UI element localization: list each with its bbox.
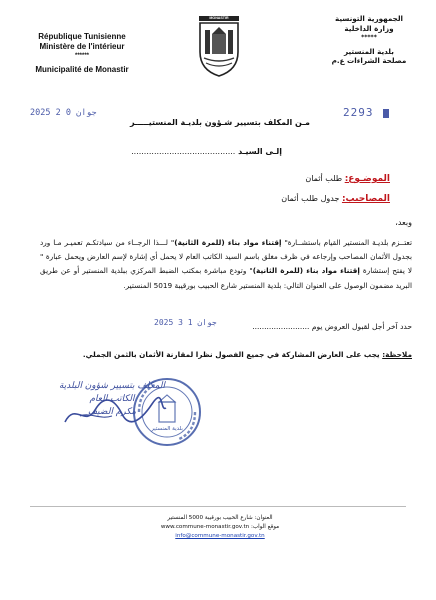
header-ar-line3: بلدية المنستير — [344, 46, 394, 56]
attachments-label: المصاحيب: — [341, 194, 390, 204]
signature-title: المكلف بتسيير شؤون البلدية — [58, 381, 166, 391]
header-fr-line2: Ministère de l'intérieur — [39, 42, 125, 51]
body-emphasis-1: إقتناء مواد بناء (للمرة الثانية) — [174, 238, 282, 247]
footer-address: العنوان: شارع الحبيب بورقيبة 5000 المنستير — [167, 515, 273, 521]
header-ar-stars: ***** — [361, 34, 377, 41]
deadline-dots: ........................ — [252, 322, 310, 331]
stamp-label: بلدية المنستير — [151, 426, 183, 432]
header-fr-stars: ****** — [74, 53, 89, 59]
attachments-line — [150, 194, 390, 204]
round-stamp-icon — [131, 376, 203, 448]
date-stamp — [30, 108, 97, 118]
signature-name: مكرم الضيف — [87, 407, 137, 417]
body-text-3: " وتودع مباشرة بمكتب الضبط المركزي ببلدية المنستير أو عن طريق البريد مضمون الوصول على العنوان التالي: بلدية المنستير شارع الحبيب بورقيبة 5019 المنستير. — [40, 266, 412, 290]
footer-email[interactable]: info@commune-monastir.gov.tn — [175, 533, 265, 539]
subject-line — [150, 174, 390, 184]
logo-caption: MONASTIR — [209, 16, 229, 20]
footer-website[interactable]: موقع الواب: www.commune-monastir.gov.tn — [160, 524, 280, 530]
attachments-value: جدول طلب أثمان — [281, 194, 340, 203]
deadline-text: حدد آخر أجل لقبول العروض يوم — [311, 322, 412, 331]
header-french — [22, 32, 142, 75]
greeting — [300, 218, 412, 227]
from-line-text: مـن المكلف بتسيير شـؤون بلديـة المنستيـــــر — [130, 118, 310, 127]
header-fr-line1: République Tunisienne — [38, 32, 126, 41]
official-stamp — [131, 376, 203, 448]
date-stamp-text: 2025 جوان 0 2 — [30, 108, 97, 118]
signature-role: الكاتب العام — [89, 394, 135, 404]
body-paragraph — [40, 236, 412, 293]
subject-value: طلب أثمان — [305, 174, 343, 183]
coat-of-arms-icon — [196, 14, 242, 78]
recipient-label: إلـى السيـد — [238, 147, 282, 156]
municipality-logo — [196, 14, 242, 78]
subject-label: الموضـوع: — [344, 174, 390, 184]
reference-number — [343, 106, 389, 119]
body-text-2: " لـــذا الرجــاء من سيادتكـم تعميـر مـا ورد بجدول الأثمان المصاحب وإرجاعه في ظرف مغلق باسم السيد الكاتب العام لا يحمل أي إشارة لإسم العارض ويحمل عبارة " لا يفتح إستشارة — [40, 238, 412, 276]
header-arabic — [316, 14, 422, 66]
recipient-line — [110, 147, 282, 156]
header-ar-line4: مصلحة الشراءات ع.م — [331, 56, 407, 65]
deadline-date-stamp — [154, 318, 217, 327]
body-text-1: تعتــزم بلديـة المنستير القيام باستشــارة" — [281, 238, 412, 247]
deadline-date: 2025 جوان 1 3 — [154, 318, 217, 327]
reference-number-text: 2293 — [343, 106, 374, 119]
header-fr-line3: Municipalité de Monastir — [35, 65, 129, 74]
body-emphasis-2: إقتناء مواد بناء (للمرة الثانية) — [252, 266, 360, 276]
greeting-text: وبعد، — [395, 218, 412, 227]
footer — [120, 514, 320, 541]
from-line — [100, 118, 340, 127]
note-text: يجب على العارض المشاركة في جميع الفصول نظرا لمقارنة الأثمان بالثمن الجملي. — [82, 350, 380, 359]
footer-divider — [30, 506, 406, 507]
note-label: ملاحظة: — [382, 350, 412, 359]
header-ar-line1: الجمهورية التونسية — [334, 14, 404, 23]
header-ar-line2: وزارة الداخلية — [344, 23, 394, 33]
note-line — [60, 350, 412, 359]
recipient-dots: ......................................... — [131, 147, 236, 156]
